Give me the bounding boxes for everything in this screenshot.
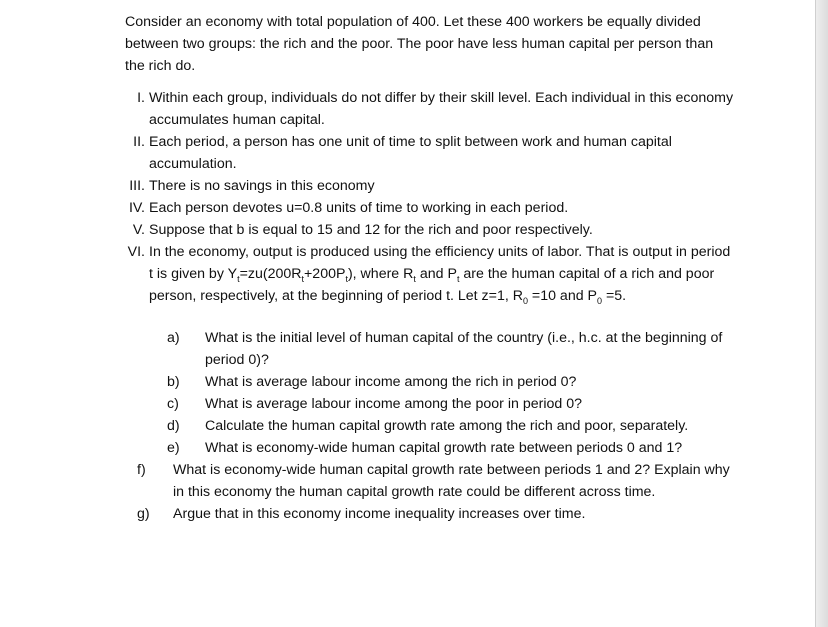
assumption-item: [125, 219, 735, 241]
subscript-t: t: [237, 273, 240, 284]
question-list: [125, 327, 735, 525]
assumption-number: III.: [129, 178, 145, 194]
assumption-item: [125, 175, 735, 197]
question-text: What is economy-wide human capital growth rate between periods 1 and 2? Explain why in this economy the human capital growth rate could be different across time.: [173, 462, 730, 500]
question-item: [125, 327, 735, 371]
question-item: [125, 393, 735, 415]
assumption-item-output: [125, 241, 735, 307]
question-letter: g): [137, 506, 150, 522]
subscript-t: t: [301, 273, 305, 284]
question-item: [125, 459, 735, 503]
question-letter: a): [167, 330, 180, 346]
question-text: What is economy-wide human capital growth rate between periods 0 and 1?: [205, 440, 683, 456]
question-letter: f): [137, 462, 146, 478]
assumption-item: [125, 87, 735, 131]
assumption-text: Suppose that b is equal to 15 and 12 for the rich and poor respectively.: [149, 222, 593, 238]
subscript-t: t: [456, 273, 460, 284]
question-item: [125, 437, 735, 459]
assumption-item: [125, 131, 735, 175]
subscript-t: t: [345, 273, 348, 284]
subscript-0: 0: [597, 295, 603, 306]
question-text: Calculate the human capital growth rate among the rich and poor, separately.: [205, 418, 689, 434]
question-letter: d): [167, 418, 180, 434]
assumption-text: Each person devotes u=0.8 units of time to working in each period.: [149, 200, 569, 216]
subscript-t: t: [413, 273, 416, 284]
page-edge: [815, 0, 828, 627]
document-body: [125, 11, 735, 525]
intro-paragraph: Consider an economy with total population of 400. Let these 400 workers be equally divided between two groups: the rich and the poor. The poor have less human capital per person than the rich do.: [125, 14, 714, 74]
assumption-number: I.: [137, 90, 145, 106]
question-text: Argue that in this economy income inequality increases over time.: [173, 506, 586, 522]
question-item: [125, 371, 735, 393]
question-item: [125, 415, 735, 437]
question-text: What is average labour income among the rich in period 0?: [205, 374, 577, 390]
question-letter: c): [167, 396, 179, 412]
assumption-text: Each period, a person has one unit of time to split between work and human capital accumulation.: [149, 134, 672, 172]
assumption-item: [125, 197, 735, 219]
assumption-number: V.: [132, 222, 145, 238]
assumption-text: In the economy, output is produced using the efficiency units of labor. That is output in period t is given by $Y_t=zu(200R_t+200P_t)$, where $R_t$ and $P_t$ are the human capital of a rich and poor person, respectively, at the beginning of period t. Let z=1, $R_0 =10$ and $P_0 =5$.: [149, 244, 731, 306]
question-text: What is the initial level of human capital of the country (i.e., h.c. at the beginning of period 0)?: [205, 330, 723, 368]
question-letter: e): [167, 440, 180, 456]
question-letter: b): [167, 374, 180, 390]
assumption-list: [125, 87, 735, 307]
assumption-number: VI.: [127, 244, 145, 260]
question-item: [125, 503, 735, 525]
subscript-0: 0: [522, 295, 528, 306]
assumption-text: Within each group, individuals do not differ by their skill level. Each individual in this economy accumulates human capital.: [149, 90, 734, 128]
assumption-number: II.: [133, 134, 145, 150]
question-text: What is average labour income among the poor in period 0?: [205, 396, 582, 412]
assumption-number: IV.: [128, 200, 145, 216]
assumption-text: There is no savings in this economy: [149, 178, 375, 194]
